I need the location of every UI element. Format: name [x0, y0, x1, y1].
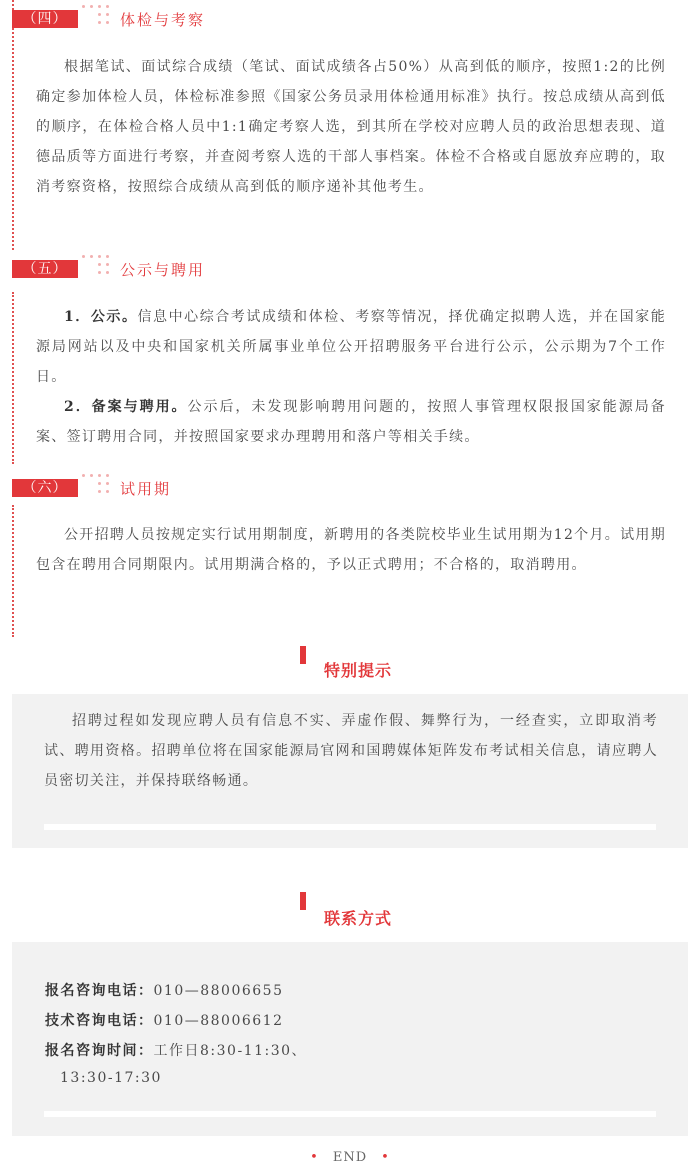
section-header-5 [12, 259, 205, 279]
section-5-item-2 [36, 392, 666, 452]
decorative-dots-icon [78, 478, 114, 498]
signup-time-label: 报名咨询时间： [45, 1043, 154, 1059]
end-dot-icon: • [381, 1150, 390, 1165]
contact-title [0, 892, 700, 932]
contact-box [12, 942, 688, 1136]
section-divider-dots [12, 0, 14, 250]
tech-phone-value: 010—88006612 [153, 1013, 284, 1029]
end-label: END [332, 1150, 368, 1165]
notice-title-label: 特别提示 [324, 661, 393, 680]
notice-divider [44, 824, 656, 830]
item-text: 公示后，未发现影响聘用问题的，按照人事管理权限报国家能源局备案、签订聘用合同，并按照国家要求办理聘用和落户等相关手续。 [36, 399, 666, 445]
signup-phone-label: 报名咨询电话： [45, 983, 154, 999]
signup-time [45, 1040, 307, 1060]
section-tag: （六） [12, 479, 78, 497]
section-5-item-1 [36, 302, 666, 392]
end-dot-icon: • [310, 1150, 319, 1165]
tech-phone-label: 技术咨询电话： [45, 1013, 154, 1029]
contact-title-label: 联系方式 [324, 909, 393, 928]
decorative-dots-icon [78, 259, 114, 279]
contact-divider [44, 1111, 656, 1117]
item-label: 2．备案与聘用。 [64, 399, 188, 415]
section-header-6 [12, 478, 171, 498]
title-bar-icon [300, 892, 306, 910]
signup-phone-value: 010—88006655 [153, 983, 284, 999]
section-4-paragraph: 根据笔试、面试综合成绩（笔试、面试成绩各占50%）从高到低的顺序，按照1:2的比例确定参加体检人员，体检标准参照《国家公务员录用体检通用标准》执行。按总成绩从高到低的顺序，在体检合格人员中1:1确定考察人选，到其所在学校对应聘人员的政治思想表现、道德品质等方面进行考察，并查阅考察人选的干部人事档案。体检不合格或自愿放弃应聘的，取消考察资格，按照综合成绩从高到低的顺序递补其他考生。 [36, 59, 666, 195]
notice-box [12, 694, 688, 848]
signup-phone [45, 980, 283, 1000]
section-title: 试用期 [120, 479, 172, 498]
notice-title [0, 646, 700, 686]
section-tag: （五） [12, 260, 78, 278]
tech-phone [45, 1010, 283, 1030]
section-divider-dots [12, 292, 14, 464]
section-title: 公示与聘用 [120, 260, 206, 279]
decorative-dots-icon [78, 9, 114, 29]
end-marker [0, 1150, 700, 1165]
signup-time-value: 工作日8:30-11:30、 [153, 1043, 308, 1059]
notice-paragraph: 招聘过程如发现应聘人员有信息不实、弄虚作假、舞弊行为，一经查实，立即取消考试、聘用资格。招聘单位将在国家能源局官网和国聘媒体矩阵发布考试相关信息，请应聘人员密切关注，并保持联络畅通。 [44, 713, 658, 789]
section-6-paragraph: 公开招聘人员按规定实行试用期制度，新聘用的各类院校毕业生试用期为12个月。试用期包含在聘用合同期限内。试用期满合格的，予以正式聘用；不合格的，取消聘用。 [36, 527, 666, 573]
section-title: 体检与考察 [120, 10, 206, 29]
section-header-4 [12, 9, 205, 29]
section-divider-dots [12, 505, 14, 637]
signup-time-continued [60, 1070, 162, 1086]
item-label: 1．公示。 [64, 309, 138, 325]
signup-time-value-2: 13:30-17:30 [60, 1070, 162, 1086]
section-tag: （四） [12, 10, 78, 28]
item-text: 信息中心综合考试成绩和体检、考察等情况，择优确定拟聘人选，并在国家能源局网站以及中央和国家机关所属事业单位公开招聘服务平台进行公示，公示期为7个工作日。 [36, 309, 666, 385]
title-bar-icon [300, 646, 306, 664]
